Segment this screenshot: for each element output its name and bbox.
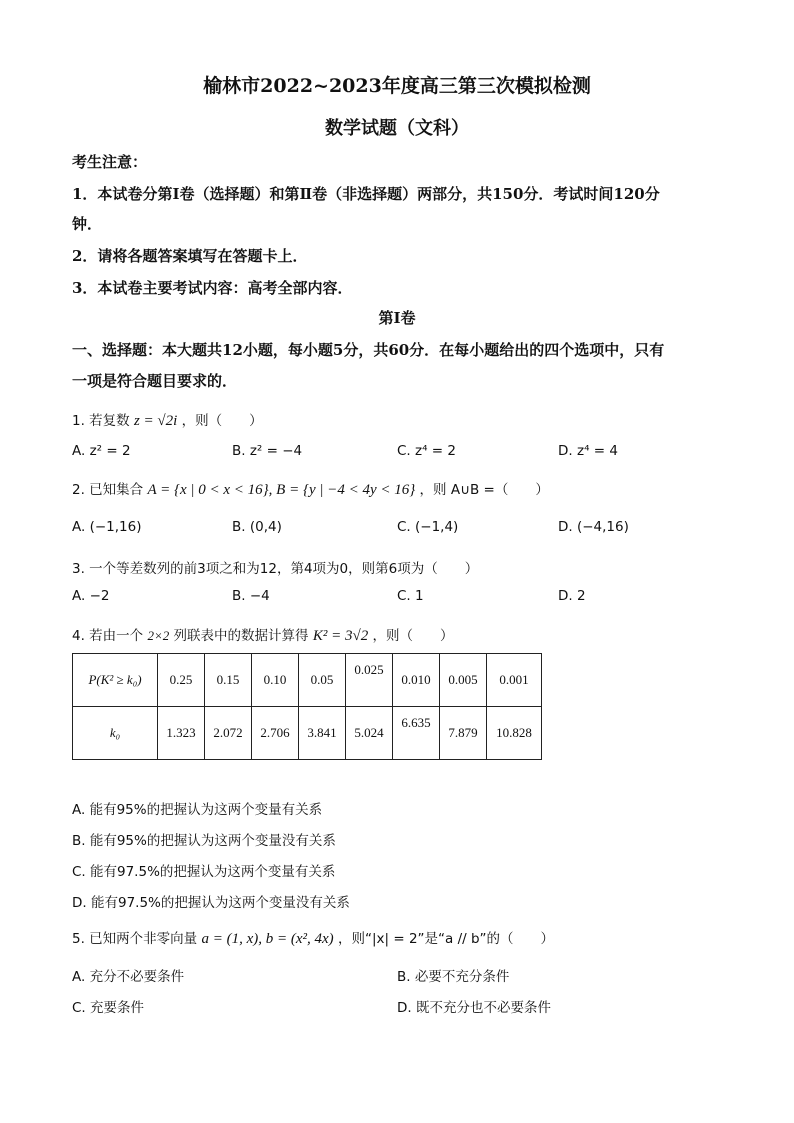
section-instructions-cont: 一项是符合题目要求的． (72, 372, 238, 390)
q1-option-c: C. z⁴ = 2 (397, 443, 456, 459)
question-5 (72, 927, 554, 948)
section-instructions: 一、选择题：本大题共12小题，每小题5分，共60分．在每小题给出的四个选项中，只有 (72, 341, 665, 359)
table-cell: 0.001 (487, 654, 542, 707)
q4-expression-k2: K² = 3√2 (312, 628, 369, 644)
q4-expression-table-size: 2×2 (147, 628, 170, 643)
table-cell (393, 707, 440, 760)
question-3: 3. 一个等差数列的前3项之和为12，第4项为0，则第6项为（ ） (72, 561, 479, 577)
table-cell: 0.15 (205, 654, 252, 707)
table-cell: 0.25 (158, 654, 205, 707)
table-cell: 0.05 (299, 654, 346, 707)
exam-subtitle: 数学试题（文科） (325, 118, 469, 139)
note-3: 3．本试卷主要考试内容：高考全部内容． (72, 279, 353, 297)
table-cell-text: 6.635 (401, 715, 431, 730)
table-cell-text: 0.025 (354, 662, 384, 677)
table-cell: 0.10 (252, 654, 299, 707)
question-1 (72, 409, 263, 430)
table-cell: 3.841 (299, 707, 346, 760)
q4-option-a: A. 能有95%的把握认为这两个变量有关系 (72, 802, 323, 818)
table-cell: 0.005 (440, 654, 487, 707)
q3-option-c: C. 1 (397, 588, 424, 604)
table-row-header: P(K² ≥ k₀) (73, 654, 158, 707)
table-cell: 2.706 (252, 707, 299, 760)
table-cell (346, 654, 393, 707)
q4-option-d: D. 能有97.5%的把握认为这两个变量没有关系 (72, 895, 350, 911)
question-2 (72, 478, 549, 499)
notes-heading: 考生注意： (72, 153, 148, 171)
table-cell: 2.072 (205, 707, 252, 760)
table-cell: 5.024 (346, 707, 393, 760)
table-row-header: k₀ (73, 707, 158, 760)
q1-tail: ，则（ ） (181, 413, 263, 429)
q3-option-a: A. −2 (72, 588, 110, 604)
exam-title: 榆林市2022~2023年度高三第三次模拟检测 (203, 75, 591, 97)
q5-option-d: D. 既不充分也不必要条件 (397, 1000, 551, 1016)
table-cell: 1.323 (158, 707, 205, 760)
table-cell: 10.828 (487, 707, 542, 760)
q1-option-b: B. z² = −4 (232, 443, 303, 459)
table-row (73, 654, 542, 707)
q5-option-c: C. 充要条件 (72, 1000, 145, 1016)
q2-option-c: C. (−1,4) (397, 519, 459, 535)
q2-tail: ，则 A∪B =（ ） (419, 482, 549, 498)
q3-option-b: B. −4 (232, 588, 270, 604)
q3-option-d: D. 2 (558, 588, 586, 604)
q1-stem: 1. 若复数 (72, 413, 130, 429)
q4-tail: ，则（ ） (372, 628, 454, 644)
q5-stem: 5. 已知两个非零向量 (72, 931, 198, 947)
q2-stem: 2. 已知集合 (72, 482, 144, 498)
table-row (73, 707, 542, 760)
section-label: 第Ⅰ卷 (378, 309, 416, 327)
note-1: 1．本试卷分第Ⅰ卷（选择题）和第Ⅱ卷（非选择题）两部分，共150分．考试时间120分 (72, 185, 660, 203)
q2-expression: A = {x | 0 < x < 16}, B = {y | −4 < 4y < 16} (147, 482, 416, 498)
q4-option-c: C. 能有97.5%的把握认为这两个变量有关系 (72, 864, 336, 880)
q4-mid: 列联表中的数据计算得 (173, 628, 309, 644)
q1-option-a: A. z² = 2 (72, 443, 131, 459)
table-cell: 7.879 (440, 707, 487, 760)
q1-option-d: D. z⁴ = 4 (558, 443, 618, 459)
q1-expression: z = √2i (133, 413, 178, 429)
q5-option-b: B. 必要不充分条件 (397, 969, 510, 985)
critical-value-table (72, 653, 542, 760)
question-4 (72, 624, 454, 645)
q5-option-a: A. 充分不必要条件 (72, 969, 185, 985)
q5-expression: a = (1, x), b = (x², 4x) (201, 931, 334, 947)
q4-option-b: B. 能有95%的把握认为这两个变量没有关系 (72, 833, 336, 849)
q4-stem: 4. 若由一个 (72, 628, 144, 644)
q2-option-d: D. (−4,16) (558, 519, 629, 535)
table-cell: 0.010 (393, 654, 440, 707)
note-1-cont: 钟． (72, 215, 103, 233)
q2-option-b: B. (0,4) (232, 519, 282, 535)
note-2: 2．请将各题答案填写在答题卡上． (72, 247, 308, 265)
q2-option-a: A. (−1,16) (72, 519, 142, 535)
q5-tail: ，则“|x| = 2”是“a // b”的（ ） (337, 931, 555, 947)
